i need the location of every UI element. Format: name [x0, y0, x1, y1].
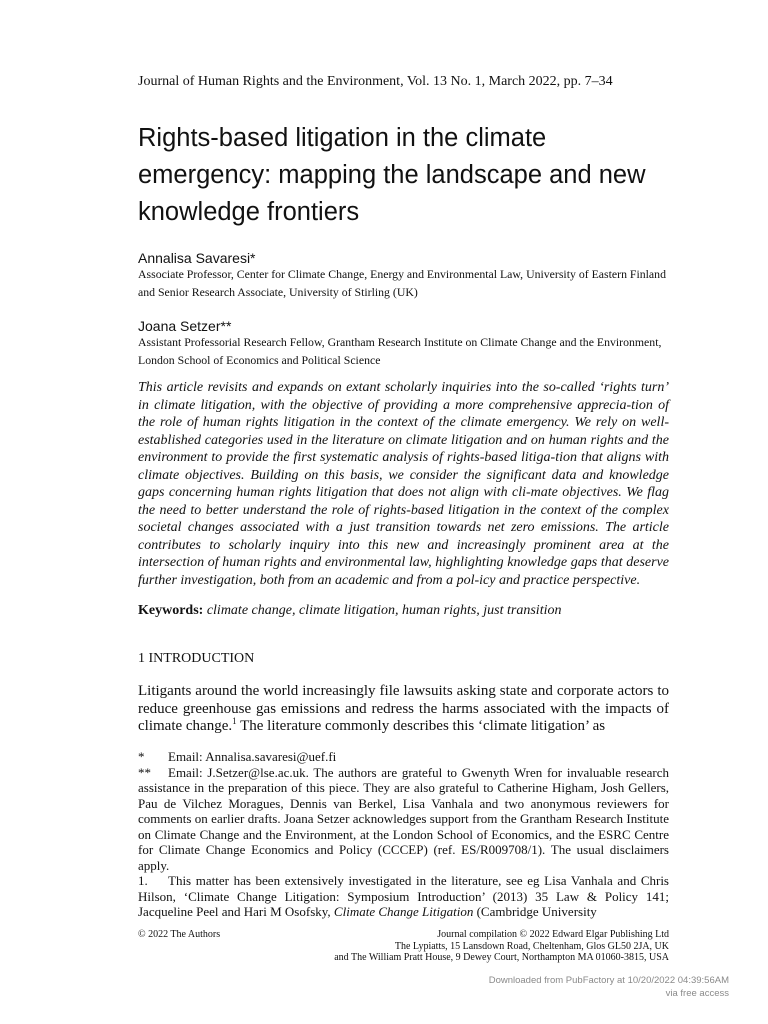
- publisher-info: [334, 929, 669, 964]
- publisher-line: The Lypiatts, 15 Lansdown Road, Cheltenham, Glos GL50 2JA, UK: [394, 940, 669, 952]
- footnote-book-title: Climate Change Litigation: [333, 904, 474, 919]
- section-heading: 1 INTRODUCTION: [138, 651, 255, 666]
- footnote-text: (Cambridge University: [473, 904, 597, 919]
- journal-citation: Journal of Human Rights and the Environment, Vol. 13 No. 1, March 2022, pp. 7–34: [138, 74, 613, 89]
- footnote-marker: 1.: [138, 873, 148, 888]
- footnote-text: Email: J.Setzer@lse.ac.uk. The authors are grateful to Gwenyth Wren for invaluable research assistance in the preparation of this piece. They are also grateful to Catherine Higham, Josh Gellers, Pau de Vilchez Moragues, Dennis van Berkel, Lisa Vanhala and two anonymous reviewers for comments on earlier drafts. Joana Setzer acknowledges support from the Grantham Research Institute on Climate Change and the Environment, at the London School of Economics, and the ESRC Centre for Climate Change Economics and Policy (CCCEP) (ref. ES/R009708/1). The usual disclaimers apply.: [138, 764, 669, 873]
- author-affiliation: Assistant Professorial Research Fellow, Grantham Research Institute on Climate Change and the Environment, London School of Economics and Political Science: [138, 335, 662, 367]
- footnote: [138, 873, 669, 920]
- article-title: Rights-based litigation in the climate emergency: mapping the landscape and new knowledge frontiers: [138, 124, 646, 226]
- publisher-line: and The William Pratt House, 9 Dewey Court, Northampton MA 01060-3815, USA: [334, 952, 669, 963]
- author-name: Joana Setzer**: [138, 318, 232, 334]
- footnote: [138, 765, 669, 874]
- footnotes: [138, 749, 669, 920]
- keywords-text: climate change, climate litigation, human rights, just transition: [206, 603, 562, 618]
- download-line: Downloaded from PubFactory at 10/20/2022 04:39:56AM: [488, 975, 729, 986]
- author-name: Annalisa Savaresi*: [138, 250, 256, 266]
- body-text: Litigants around the world increasingly file lawsuits asking state and corporate actors to reduce greenhouse gas emissions and redress the harms associated with the impacts of climate change.: [138, 683, 669, 734]
- download-line: via free access: [665, 988, 729, 999]
- body-text: The literature commonly describes this ‘climate litigation’ as: [236, 718, 606, 734]
- copyright-notice: © 2022 The Authors: [138, 929, 221, 940]
- keywords: [138, 603, 669, 619]
- author-affiliation: Associate Professor, Center for Climate Change, Energy and Environmental Law, University of Eastern Finland and Senior Research Associate, University of Stirling (UK): [138, 267, 666, 299]
- keywords-label: Keywords:: [138, 603, 204, 618]
- footnote-text: Email: Annalisa.savaresi@uef.fi: [168, 749, 337, 764]
- footnote-marker: *: [138, 749, 145, 764]
- footnote-reference: 1: [232, 716, 237, 726]
- abstract: This article revisits and expands on extant scholarly inquiries into the so-called ‘rights turn’ in climate litigation, with the objective of providing a more comprehensive apprecia-tion of the role of human rights litigation in the context of the climate emergency. We rely on well-established categories used in the literature on climate litigation and on human rights and the environment to provide the first systematic analysis of rights-based litiga-tion that aligns with climate objectives. Building on this basis, we consider the significant data and knowledge gaps concerning human rights litigation that does not align with cli-mate objectives. We flag the need to better understand the role of rights-based litigation in the context of the complex societal changes associated with a just transition towards net zero emissions. The article contributes to scholarly inquiry into this new and increasingly prominent area at the intersection of human rights and environmental law, highlighting knowledge gaps that deserve further investigation, both from an academic and from a pol-icy and practice perspective.: [138, 380, 669, 588]
- footnote-text: This matter has been extensively investigated in the literature, see eg Lisa Vanhala and Chris Hilson, ‘Climate Change Litigation: Symposium Introduction’ (2013) 35 Law & Policy 141; Jacqueline Peel and Hari M Osofsky,: [138, 873, 669, 919]
- footnote: [138, 749, 669, 765]
- publisher-line: Journal compilation © 2022 Edward Elgar Publishing Ltd: [437, 929, 669, 940]
- download-watermark: [489, 974, 729, 1000]
- footnote-marker: **: [138, 764, 151, 780]
- body-paragraph: [138, 683, 669, 736]
